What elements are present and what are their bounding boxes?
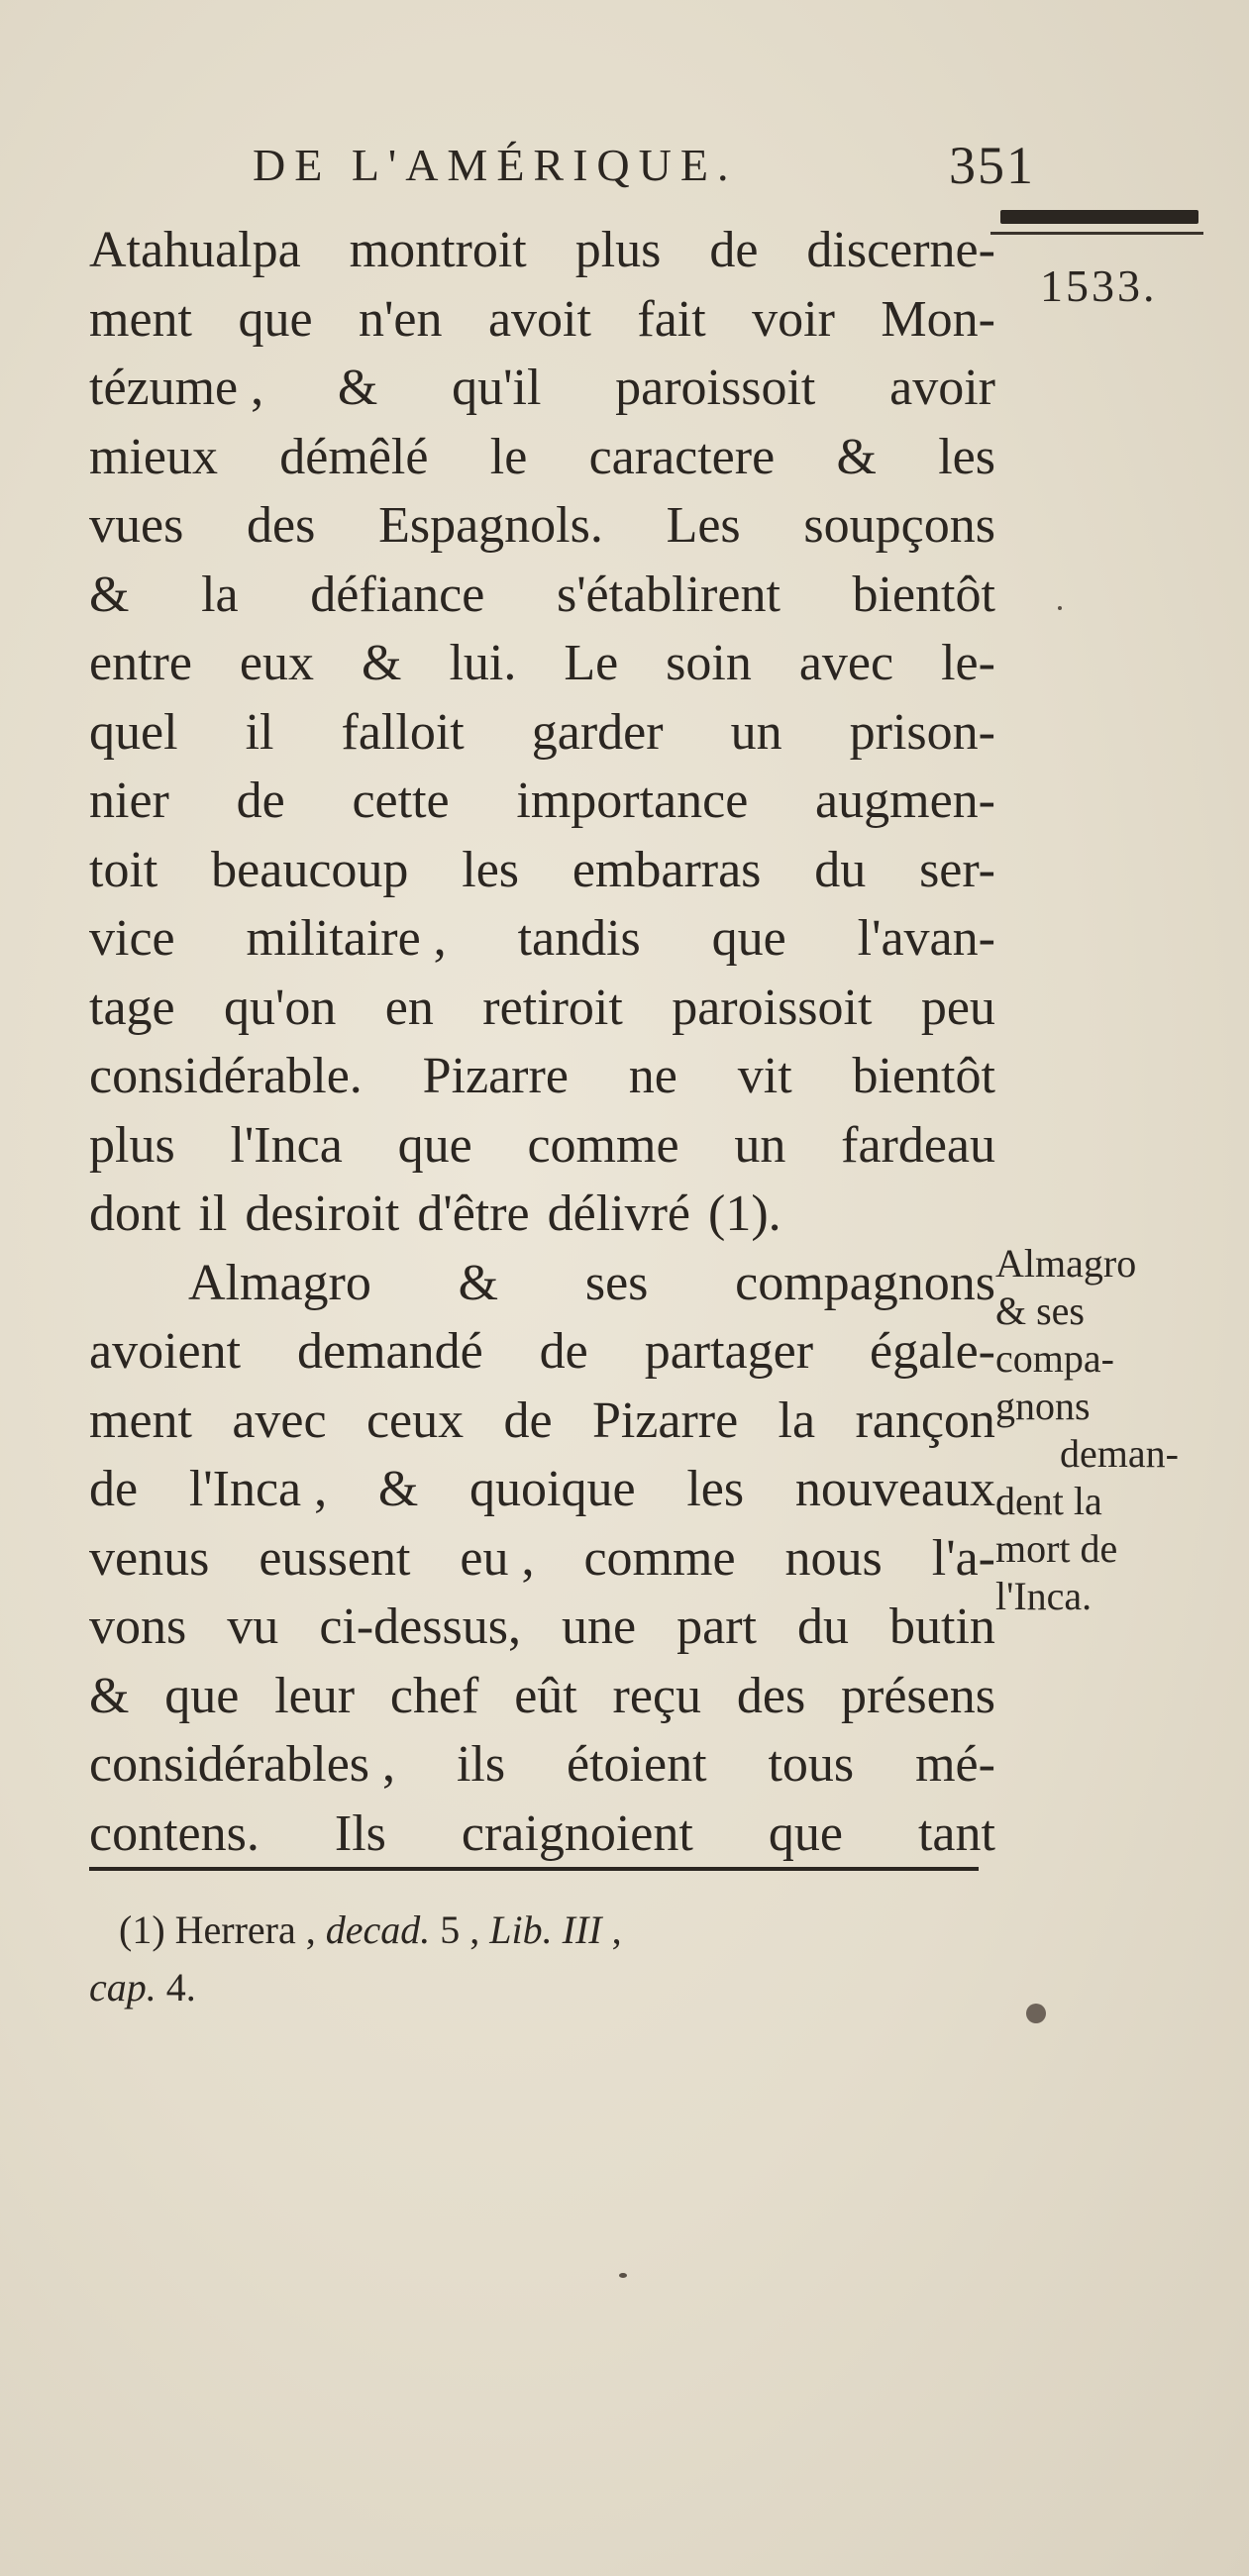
- word: part: [677, 1598, 757, 1655]
- word: la: [778, 1391, 816, 1449]
- text-line: [89, 1180, 995, 1249]
- word: des: [736, 1667, 806, 1724]
- word: prison-: [849, 703, 995, 761]
- page-header: [253, 136, 1035, 198]
- margin-note-line: & ses: [995, 1288, 1085, 1333]
- word: augmen-: [815, 773, 995, 829]
- footnote: [89, 1902, 1010, 2016]
- footnote-line-2: cap. 4.: [89, 1965, 196, 2009]
- word: discerne-: [806, 222, 995, 278]
- paper-speck: [1026, 2004, 1046, 2023]
- word: ment: [89, 290, 192, 348]
- word: &: [89, 1667, 130, 1724]
- margin-note-line: compa-: [995, 1336, 1114, 1381]
- word: de: [236, 773, 285, 829]
- word: plus: [574, 222, 662, 278]
- word: venus: [89, 1529, 210, 1587]
- word: Atahualpa: [89, 222, 301, 278]
- word: soupçons: [803, 497, 995, 554]
- word: ci-dessus,: [319, 1598, 521, 1655]
- text-line: [89, 1455, 995, 1524]
- word: qu'il: [452, 360, 542, 416]
- text-line: [89, 1662, 995, 1731]
- word: nouveaux: [794, 1461, 995, 1517]
- page-number: 351: [949, 136, 1035, 195]
- word: de: [89, 1461, 139, 1517]
- word: que: [238, 290, 313, 348]
- word: que: [164, 1667, 240, 1724]
- text-line: [89, 974, 995, 1043]
- word: qu'on: [224, 979, 337, 1036]
- word: étoient: [567, 1736, 707, 1793]
- word: mé-: [915, 1736, 995, 1793]
- word: tézume ,: [89, 360, 264, 416]
- word: n'en: [359, 290, 443, 348]
- margin-note: [995, 1240, 1243, 1620]
- word: l'Inca ,: [188, 1461, 328, 1517]
- text-line: [89, 629, 995, 698]
- word: bientôt: [852, 566, 995, 623]
- margin-rule: [1000, 210, 1198, 224]
- word: considérables ,: [89, 1736, 396, 1793]
- word: un: [734, 1116, 786, 1174]
- text-line: [89, 1387, 995, 1456]
- word: tage: [89, 979, 175, 1036]
- word: leur: [274, 1667, 356, 1724]
- text-line: [89, 1800, 995, 1869]
- paper-speck: [1058, 606, 1062, 610]
- text-line: [89, 904, 995, 974]
- word: mieux: [89, 428, 218, 485]
- text-line: [89, 1524, 995, 1594]
- text-line: [89, 561, 995, 630]
- word: que: [768, 1804, 843, 1862]
- word: du: [814, 841, 867, 898]
- word: importance: [516, 773, 749, 829]
- word: de: [539, 1323, 588, 1380]
- word: vu: [227, 1598, 279, 1655]
- word: vit: [737, 1048, 792, 1104]
- word: caractere: [588, 428, 776, 485]
- word: il: [245, 703, 274, 761]
- word: avoir: [889, 360, 995, 416]
- word: plus: [89, 1116, 175, 1174]
- word: les: [462, 841, 520, 898]
- word: reçu: [612, 1667, 702, 1724]
- word: falloit: [341, 703, 465, 761]
- text-line: [89, 836, 995, 905]
- word: &: [377, 1461, 419, 1517]
- word: vues: [89, 497, 184, 554]
- word: quoique: [469, 1461, 636, 1517]
- word: ceux: [365, 1391, 465, 1449]
- word: délivré: [547, 1185, 691, 1242]
- margin-note-line: deman-: [1060, 1431, 1179, 1476]
- word: tant: [917, 1804, 995, 1862]
- margin-note-line: Almagro: [995, 1241, 1137, 1286]
- word: contens.: [89, 1804, 260, 1862]
- margin-note-line: gnons: [995, 1384, 1091, 1428]
- word: &: [458, 1254, 499, 1311]
- word: vice: [89, 910, 175, 967]
- word: tandis: [517, 910, 641, 967]
- word: soin: [666, 635, 752, 691]
- text-line: [89, 1317, 995, 1387]
- text-line: [89, 1042, 995, 1111]
- body-text: [89, 216, 995, 1868]
- word: partager: [644, 1323, 814, 1380]
- margin-year: 1533.: [1040, 260, 1158, 311]
- word: Almagro: [188, 1254, 371, 1311]
- text-line: [89, 1111, 995, 1181]
- word: &: [89, 566, 130, 623]
- word: ment: [89, 1391, 192, 1449]
- word: les: [938, 428, 995, 485]
- text-line: [89, 1593, 995, 1662]
- word: eux: [239, 635, 315, 691]
- word: comme: [527, 1116, 679, 1174]
- word: militaire ,: [246, 910, 447, 967]
- word: ser-: [919, 841, 995, 898]
- running-title: DE L'AMÉRIQUE.: [253, 140, 738, 190]
- word: chef: [389, 1667, 479, 1724]
- word: &: [337, 360, 378, 416]
- word: paroissoit: [672, 979, 873, 1036]
- word: quel: [89, 703, 178, 761]
- text-line: [89, 285, 995, 355]
- word: compagnons: [735, 1254, 995, 1311]
- word: garder: [531, 703, 664, 761]
- word: de: [709, 222, 759, 278]
- word: Pizarre: [422, 1048, 569, 1104]
- word: présens: [841, 1667, 995, 1724]
- text-line: [89, 767, 995, 836]
- text-line: [89, 423, 995, 492]
- margin-rule-thin: [990, 232, 1203, 235]
- word: ne: [628, 1048, 677, 1104]
- word: eu ,: [460, 1529, 535, 1587]
- word: les: [686, 1461, 745, 1517]
- word: Espagnols.: [378, 497, 603, 554]
- word: tous: [768, 1736, 855, 1793]
- word: lui.: [449, 635, 517, 691]
- word: butin: [889, 1598, 995, 1655]
- word: demandé: [297, 1323, 483, 1380]
- word: des: [247, 497, 316, 554]
- word: il: [198, 1185, 228, 1242]
- word: dont: [89, 1185, 181, 1242]
- word: la: [201, 566, 239, 623]
- word: d'être: [417, 1185, 530, 1242]
- word: que: [397, 1116, 472, 1174]
- word: paroissoit: [615, 360, 816, 416]
- margin-note-line: dent la: [995, 1479, 1102, 1523]
- word: beaucoup: [211, 841, 409, 898]
- word: le: [489, 428, 528, 485]
- word: l'a-: [931, 1529, 995, 1587]
- word: ils: [456, 1736, 506, 1793]
- word: embarras: [572, 841, 762, 898]
- text-line: [89, 354, 995, 423]
- word: défiance: [310, 566, 485, 623]
- word: eût: [514, 1667, 577, 1724]
- text-line: [89, 698, 995, 768]
- word: de: [503, 1391, 553, 1449]
- word: du: [796, 1598, 849, 1655]
- footnote-rule: [89, 1867, 979, 1871]
- word: Ils: [334, 1804, 386, 1862]
- word: un: [730, 703, 782, 761]
- text-line: [89, 1249, 995, 1318]
- paper-speck: [619, 2273, 627, 2278]
- word: Le: [564, 635, 619, 691]
- word: rançon: [855, 1391, 995, 1449]
- word: Les: [666, 497, 741, 554]
- text-line: [89, 216, 995, 285]
- word: démêlé: [279, 428, 429, 485]
- word: s'établirent: [556, 566, 781, 623]
- word: ses: [584, 1254, 649, 1311]
- word: montroit: [349, 222, 527, 278]
- word: Mon-: [881, 290, 995, 348]
- word: en: [384, 979, 434, 1036]
- word: avec: [798, 635, 894, 691]
- word: bientôt: [852, 1048, 995, 1104]
- word: le-: [941, 635, 995, 691]
- word: fait: [637, 290, 706, 348]
- word: que: [711, 910, 786, 967]
- word: toit: [89, 841, 158, 898]
- word: Pizarre: [591, 1391, 739, 1449]
- word: vons: [89, 1598, 187, 1655]
- word: avoient: [89, 1323, 242, 1380]
- word: fardeau: [841, 1116, 995, 1174]
- word: desiroit: [245, 1185, 400, 1242]
- footnote-line-1: (1) Herrera , decad. 5 , Lib. III ,: [119, 1907, 622, 1952]
- word: avec: [232, 1391, 327, 1449]
- word: nous: [784, 1529, 883, 1587]
- word: &: [362, 635, 402, 691]
- word: peu: [920, 979, 995, 1036]
- margin-note-line: mort de: [995, 1526, 1118, 1571]
- word: voir: [752, 290, 835, 348]
- word: (1).: [708, 1185, 781, 1242]
- word: craignoient: [461, 1804, 693, 1862]
- word: l'Inca: [230, 1116, 343, 1174]
- word: cette: [352, 773, 450, 829]
- word: avoit: [487, 290, 591, 348]
- text-line: [89, 1730, 995, 1800]
- margin-note-line: l'Inca.: [995, 1574, 1093, 1618]
- word: nier: [89, 773, 169, 829]
- word: l'avan-: [857, 910, 995, 967]
- word: considérable.: [89, 1048, 363, 1104]
- text-line: [89, 491, 995, 561]
- word: une: [561, 1598, 637, 1655]
- word: comme: [583, 1529, 736, 1587]
- word: eussent: [259, 1529, 411, 1587]
- word: retiroit: [482, 979, 623, 1036]
- word: &: [836, 428, 877, 485]
- word: entre: [89, 635, 192, 691]
- word: égale-: [869, 1323, 995, 1380]
